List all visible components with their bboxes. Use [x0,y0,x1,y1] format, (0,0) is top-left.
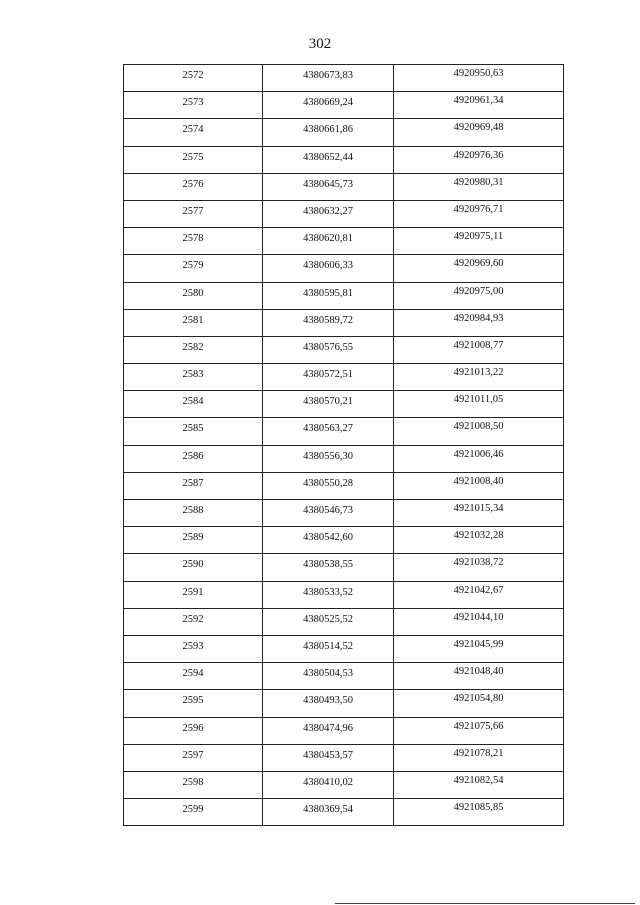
table-row [124,554,564,581]
x-coordinate-text: 4380410,02 [303,776,353,788]
y-coordinate-cell [394,744,564,771]
point-number-text: 2579 [182,260,204,272]
x-coordinate-text: 4380474,96 [303,722,353,734]
y-coordinate-cell [394,364,564,391]
table-row [124,744,564,771]
point-number-text: 2593 [182,640,204,652]
x-coordinate-cell [263,608,394,635]
y-coordinate-cell [394,500,564,527]
x-coordinate-text: 4380570,21 [303,396,353,408]
y-coordinate-text: 4921082,54 [453,774,504,786]
y-coordinate-cell [394,336,564,363]
point-number-cell [124,581,263,608]
y-coordinate-cell [394,472,564,499]
point-number-cell [124,500,263,527]
table-row [124,608,564,635]
x-coordinate-cell [263,472,394,499]
x-coordinate-text: 4380652,44 [303,151,353,163]
y-coordinate-cell [394,65,564,92]
point-number-cell [124,92,263,119]
point-number-text: 2586 [182,450,204,462]
x-coordinate-text: 4380453,57 [303,749,353,761]
x-coordinate-cell [263,228,394,255]
table-row [124,799,564,826]
table-row [124,472,564,499]
point-number-text: 2573 [182,97,204,109]
x-coordinate-cell [263,92,394,119]
y-coordinate-text: 4921078,21 [453,747,504,759]
point-number-cell [124,228,263,255]
point-number-cell [124,771,263,798]
point-number-cell [124,445,263,472]
x-coordinate-cell [263,799,394,826]
point-number-text: 2584 [182,396,204,408]
x-coordinate-text: 4380550,28 [303,477,353,489]
table-row [124,200,564,227]
table-row [124,391,564,418]
point-number-cell [124,608,263,635]
point-number-text: 2574 [182,124,204,136]
y-coordinate-cell [394,635,564,662]
table-row [124,228,564,255]
x-coordinate-text: 4380563,27 [303,423,353,435]
point-number-cell [124,282,263,309]
y-coordinate-text: 4921006,46 [453,448,504,460]
y-coordinate-text: 4920969,60 [453,258,504,270]
point-number-cell [124,146,263,173]
point-number-cell [124,364,263,391]
table-row [124,663,564,690]
point-number-cell [124,200,263,227]
y-coordinate-text: 4920961,34 [453,95,504,107]
point-number-text: 2585 [182,423,204,435]
y-coordinate-cell [394,445,564,472]
x-coordinate-text: 4380606,33 [303,260,353,272]
point-number-text: 2590 [182,559,204,571]
y-coordinate-cell [394,581,564,608]
y-coordinate-cell [394,771,564,798]
point-number-text: 2580 [182,287,204,299]
table-row [124,92,564,119]
point-number-text: 2589 [182,532,204,544]
point-number-text: 2578 [182,233,204,245]
point-number-cell [124,309,263,336]
coordinates-table [123,64,564,826]
x-coordinate-cell [263,663,394,690]
y-coordinate-text: 4920976,71 [453,203,504,215]
table-row [124,581,564,608]
y-coordinate-text: 4921044,10 [453,611,504,623]
x-coordinate-cell [263,744,394,771]
point-number-cell [124,173,263,200]
y-coordinate-text: 4920950,63 [453,68,504,79]
x-coordinate-text: 4380514,52 [303,640,353,652]
x-coordinate-text: 4380504,53 [303,668,353,680]
y-coordinate-text: 4921075,66 [453,720,504,732]
point-number-cell [124,418,263,445]
y-coordinate-cell [394,119,564,146]
y-coordinate-cell [394,146,564,173]
x-coordinate-text: 4380669,24 [303,97,353,109]
x-coordinate-cell [263,173,394,200]
x-coordinate-cell [263,391,394,418]
y-coordinate-cell [394,418,564,445]
table-row [124,255,564,282]
table-row [124,282,564,309]
x-coordinate-text: 4380546,73 [303,505,353,516]
y-coordinate-cell [394,309,564,336]
x-coordinate-text: 4380589,72 [303,314,353,326]
y-coordinate-cell [394,608,564,635]
point-number-text: 2577 [182,205,204,217]
table-row [124,119,564,146]
point-number-text: 2596 [182,722,204,734]
point-number-cell [124,472,263,499]
x-coordinate-text: 4380542,60 [303,532,353,544]
point-number-cell [124,799,263,826]
x-coordinate-cell [263,200,394,227]
x-coordinate-cell [263,527,394,554]
point-number-text: 2595 [182,695,204,707]
y-coordinate-text: 4921011,05 [453,394,504,406]
point-number-text: 2598 [182,776,204,788]
x-coordinate-cell [263,554,394,581]
point-number-cell [124,119,263,146]
point-number-text: 2581 [182,314,204,326]
table-row [124,500,564,527]
y-coordinate-cell [394,717,564,744]
point-number-cell [124,635,263,662]
x-coordinate-text: 4380369,54 [303,804,353,816]
table-row [124,173,564,200]
y-coordinate-text: 4921008,40 [453,475,504,487]
x-coordinate-cell [263,119,394,146]
y-coordinate-cell [394,391,564,418]
y-coordinate-text: 4921048,40 [453,666,504,678]
point-number-text: 2575 [182,151,204,163]
table-row [124,445,564,472]
y-coordinate-text: 4920976,36 [453,149,504,161]
point-number-cell [124,391,263,418]
point-number-text: 2588 [182,505,204,516]
table-row [124,717,564,744]
y-coordinate-text: 4921045,99 [453,638,504,650]
bottom-rule [335,903,635,904]
x-coordinate-text: 4380661,86 [303,124,353,136]
x-coordinate-text: 4380595,81 [303,287,353,299]
point-number-cell [124,690,263,717]
y-coordinate-text: 4921054,80 [453,693,504,705]
x-coordinate-cell [263,771,394,798]
table-row [124,65,564,92]
coordinates-table-body [124,65,564,826]
point-number-text: 2572 [182,70,204,81]
x-coordinate-cell [263,146,394,173]
point-number-text: 2582 [182,341,204,353]
y-coordinate-text: 4921013,22 [453,367,504,379]
table-row [124,309,564,336]
x-coordinate-text: 4380645,73 [303,178,353,190]
x-coordinate-cell [263,336,394,363]
y-coordinate-cell [394,200,564,227]
y-coordinate-cell [394,255,564,282]
table-row [124,527,564,554]
x-coordinate-cell [263,364,394,391]
x-coordinate-text: 4380525,52 [303,613,353,625]
table-row [124,771,564,798]
x-coordinate-text: 4380572,51 [303,369,353,381]
y-coordinate-text: 4921038,72 [453,557,504,569]
x-coordinate-text: 4380538,55 [303,559,353,571]
table-row [124,690,564,717]
point-number-text: 2592 [182,613,204,625]
point-number-text: 2583 [182,369,204,381]
x-coordinate-text: 4380620,81 [303,233,353,245]
y-coordinate-text: 4920975,11 [453,231,504,243]
x-coordinate-text: 4380556,30 [303,450,353,462]
y-coordinate-cell [394,92,564,119]
y-coordinate-cell [394,228,564,255]
point-number-cell [124,527,263,554]
y-coordinate-text: 4921015,34 [453,503,504,514]
point-number-text: 2594 [182,668,204,680]
x-coordinate-cell [263,65,394,92]
y-coordinate-cell [394,527,564,554]
y-coordinate-cell [394,799,564,826]
x-coordinate-cell [263,255,394,282]
point-number-text: 2587 [182,477,204,489]
y-coordinate-text: 4920980,31 [453,176,504,188]
x-coordinate-cell [263,500,394,527]
x-coordinate-cell [263,717,394,744]
point-number-cell [124,255,263,282]
y-coordinate-text: 4920984,93 [453,312,504,324]
y-coordinate-text: 4921008,50 [453,421,504,433]
x-coordinate-cell [263,690,394,717]
point-number-cell [124,717,263,744]
y-coordinate-text: 4920975,00 [453,285,504,297]
x-coordinate-text: 4380673,83 [303,70,353,81]
x-coordinate-cell [263,418,394,445]
table-row [124,635,564,662]
table-row [124,418,564,445]
point-number-cell [124,65,263,92]
point-number-cell [124,744,263,771]
point-number-cell [124,554,263,581]
point-number-text: 2599 [182,804,204,816]
x-coordinate-cell [263,581,394,608]
y-coordinate-text: 4921032,28 [453,530,504,542]
y-coordinate-cell [394,663,564,690]
x-coordinate-cell [263,282,394,309]
point-number-text: 2576 [182,178,204,190]
x-coordinate-text: 4380576,55 [303,341,353,353]
x-coordinate-cell [263,309,394,336]
point-number-text: 2591 [182,586,204,598]
point-number-text: 2597 [182,749,204,761]
y-coordinate-text: 4921085,85 [453,802,504,814]
y-coordinate-cell [394,282,564,309]
x-coordinate-text: 4380533,52 [303,586,353,598]
x-coordinate-text: 4380632,27 [303,205,353,217]
x-coordinate-cell [263,445,394,472]
x-coordinate-text: 4380493,50 [303,695,353,707]
point-number-cell [124,663,263,690]
y-coordinate-cell [394,690,564,717]
page-number: 302 [308,36,332,52]
table-row [124,336,564,363]
x-coordinate-cell [263,635,394,662]
y-coordinate-cell [394,554,564,581]
point-number-cell [124,336,263,363]
y-coordinate-text: 4920969,48 [453,122,504,134]
table-row [124,146,564,173]
y-coordinate-text: 4921042,67 [453,584,504,596]
y-coordinate-cell [394,173,564,200]
y-coordinate-text: 4921008,77 [453,339,504,351]
table-row [124,364,564,391]
